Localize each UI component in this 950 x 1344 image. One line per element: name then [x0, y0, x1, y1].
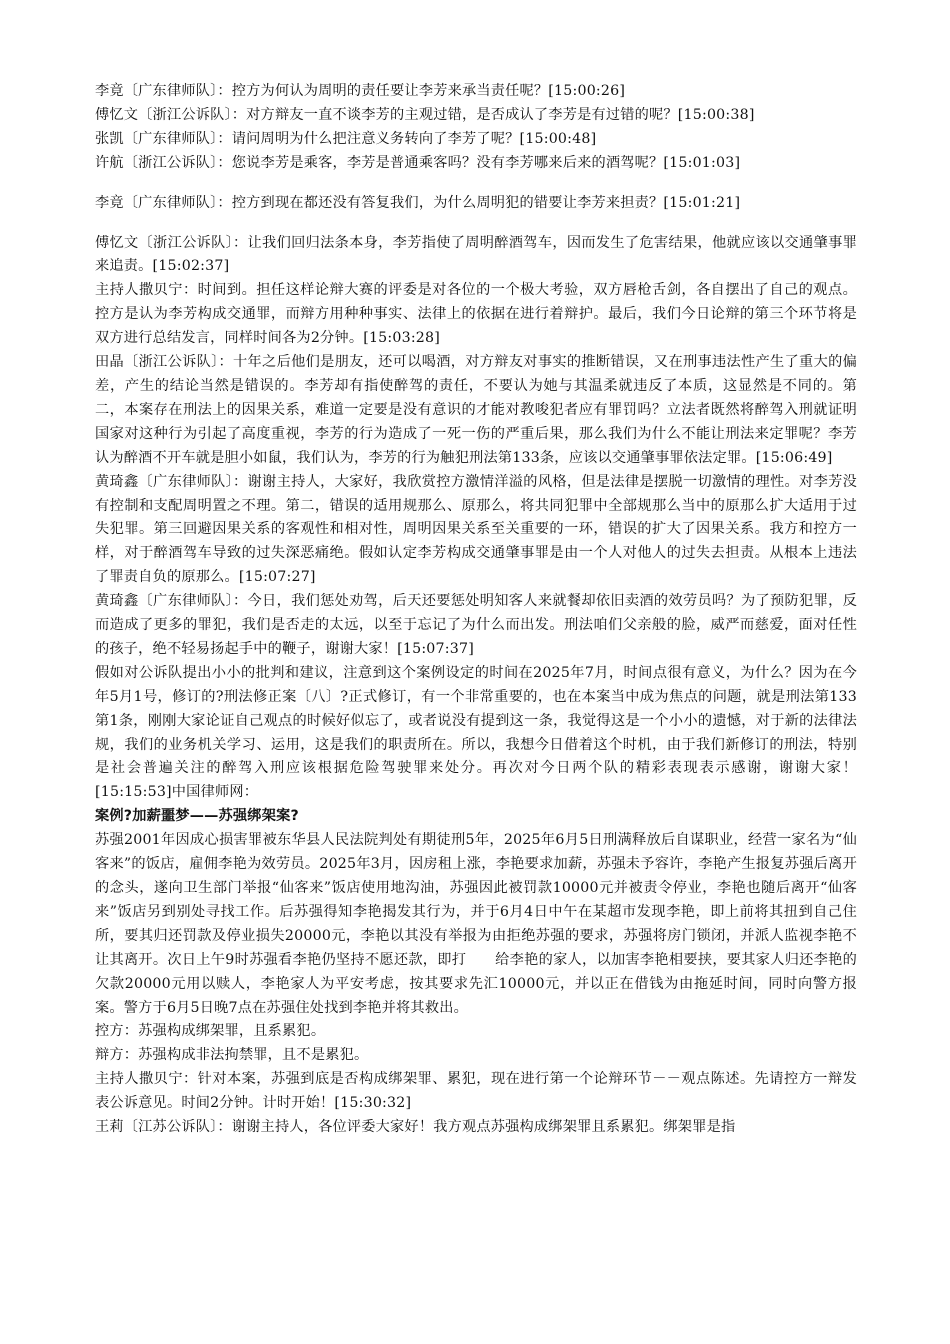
- document-body: [95, 80, 857, 1140]
- paragraph-10: 黄琦鑫〔广东律师队〕：今日，我们惩处劝驾，后天还要惩处明知客人来就餐却依旧卖酒的效劳员吗？为了预防犯罪，反而造成了更多的罪犯，我们是否走的太远，以至于忘记了为什么而出发。刑法咱们父亲般的脸，威严而慈爱，面对任性的孩子，绝不轻易扬起手中的鞭子，谢谢大家！[15:07:37]: [95, 593, 857, 657]
- paragraph-11: 假如对公诉队提出小小的批判和建议，注意到这个案例设定的时间在2025年7月，时间点很有意义，为什么？因为在今年5月1号，修订的?刑法修正案〔八〕?正式修订，有一个非常重要的，也在本案当中成为焦点的问题，就是刑法第133第1条，刚刚大家论证自己观点的时候好似忘了，或者说没有提到这一条，我觉得这是一个小小的遗憾，对于新的法律法规，我们的业务机关学习、运用，这是我们的职责所在。所以，我想今日借着这个时机，由于我们新修订的刑法，特别是社会普遍关注的醉驾入刑应该根据危险驾驶罪来处分。再次对今日两个队的精彩表现表示感谢，谢谢大家！[15:15:53]中国律师网：: [95, 664, 857, 801]
- paragraph-5: 李竟〔广东律师队〕：控方到现在都还没有答复我们，为什么周明犯的错要让李芳来担责？[15:01:21]: [95, 194, 741, 211]
- paragraph-4: 许航〔浙江公诉队〕：您说李芳是乘客，李芳是普通乘客吗？没有李芳哪来后来的酒驾呢？[15:01:03]: [95, 154, 741, 171]
- paragraph-1: 李竟〔广东律师队〕：控方为何认为周明的责任要让李芳来承当责任呢？[15:00:26]: [95, 83, 626, 99]
- paragraph-3: 张凯〔广东律师队〕：请问周明为什么把注意义务转向了李芳了呢？[15:00:48]: [95, 130, 597, 147]
- paragraph-9: 黄琦鑫〔广东律师队〕：谢谢主持人，大家好，我欣赏控方激情洋溢的风格，但是法律是摆脱一切激情的理性。对李芳没有控制和支配周明置之不理。第二，错误的适用规那么、原那么，将共同犯罪中全部规那么当中的原那么扩大适用于过失犯罪。第三回避因果关系的客观性和相对性，周明因果关系至关重要的一环，错误的扩大了因果关系。我方和控方一样，对于醉酒驾车导致的过失深恶痛绝。假如认定李芳构成交通肇事罪是由一个人对他人的过失去担责。从根本上违法了罪责自负的原那么。[15:07:27]: [95, 473, 857, 586]
- paragraph-defense-position: 辩方：苏强构成非法拘禁罪，且不是累犯。: [95, 1047, 369, 1064]
- paragraph-last: 王莉〔江苏公诉队〕：谢谢主持人，各位评委大家好！我方观点苏强构成绑架罪且系累犯。绑架罪是指: [95, 1119, 736, 1136]
- paragraph-6: 傅忆文〔浙江公诉队〕：让我们回归法条本身，李芳指使了周明醉酒驾车，因而发生了危害结果，他就应该以交通肇事罪来追责。[15:02:37]: [95, 234, 857, 275]
- paragraph-2: 傅忆文〔浙江公诉队〕：对方辩友一直不谈李芳的主观过错，是否成认了李芳是有过错的呢？[15:00:38]: [95, 106, 755, 123]
- paragraph-prosecution-position: 控方：苏强构成绑架罪，且系累犯。: [95, 1023, 326, 1040]
- paragraph-case-facts: 苏强2001年因成心损害罪被东华县人民法院判处有期徒刑5年，2025年6月5日刑满释放后自谋职业，经营一家名为“仙客来”的饭店，雇佣李艳为效劳员。2025年3月，因房租上涨，李艳要求加薪，苏强未予容许，李艳产生报复苏强后离开的念头，遂向卫生部门举报“仙客来”饭店使用地沟油，苏强因此被罚款10000元并被责令停业，李艳也随后离开“仙客来”饭店另到别处寻找工作。后苏强得知李艳揭发其行为，并于6月4日中午在某超市发现李艳，即上前将其扭到自己住所，要其归还罚款及停业损失20000元，李艳以其没有举报为由拒绝苏强的要求，苏强将房门锁闭，并派人监视李艳不让其离开。次日上午9时苏强看李艳仍坚持不愿还款，即打 给李艳的家人，以加害李艳相要挟，要其家人归还李艳的欠款20000元用以赎人，李艳家人为平安考虑，按其要求先汇10000元，并以正在借钱为由拖延时间，同时向警方报案。警方于6月5日晚7点在苏强住处找到李艳并将其救出。: [95, 832, 857, 1016]
- case-heading: 案例?加薪噩梦——苏强绑架案?: [95, 808, 299, 825]
- paragraph-8: 田晶〔浙江公诉队〕：十年之后他们是朋友，还可以喝酒，对方辩友对事实的推断错误，又在刑事违法性产生了重大的偏差，产生的结论当然是错误的。李芳却有指使醉驾的责任，不要认为她与其温柔就违反了本质，这显然是不同的。第二，本案存在刑法上的因果关系，难道一定要是没有意识的才能对教唆犯者应有罪罚吗？立法者既然将醉驾入刑就证明国家对这种行为引起了高度重视，李芳的行为造成了一死一伤的严重后果，那么我们为什么不能让刑法来定罪呢？李芳认为醉酒不开车就是胆小如鼠，我们认为，李芳的行为触犯刑法第133条，应该以交通肇事罪依法定罪。[15:06:49]: [95, 354, 857, 466]
- paragraph-7: 主持人撒贝宁：时间到。担任这样论辩大赛的评委是对各位的一个极大考验，双方唇枪舌剑，各自摆出了自己的观点。控方是认为李芳构成交通罪，而辩方用种种事实、法律上的依据在进行着辩护。最后，我们今日论辩的第三个环节将是双方进行总结发言，同样时间各为2分钟。[15:03:28]: [95, 282, 857, 347]
- paragraph-host: 主持人撒贝宁：针对本案，苏强到底是否构成绑架罪、累犯，现在进行第一个论辩环节－－观点陈述。先请控方一辩发表公诉意见。时间2分钟。计时开始！[15:30:32]: [95, 1071, 857, 1112]
